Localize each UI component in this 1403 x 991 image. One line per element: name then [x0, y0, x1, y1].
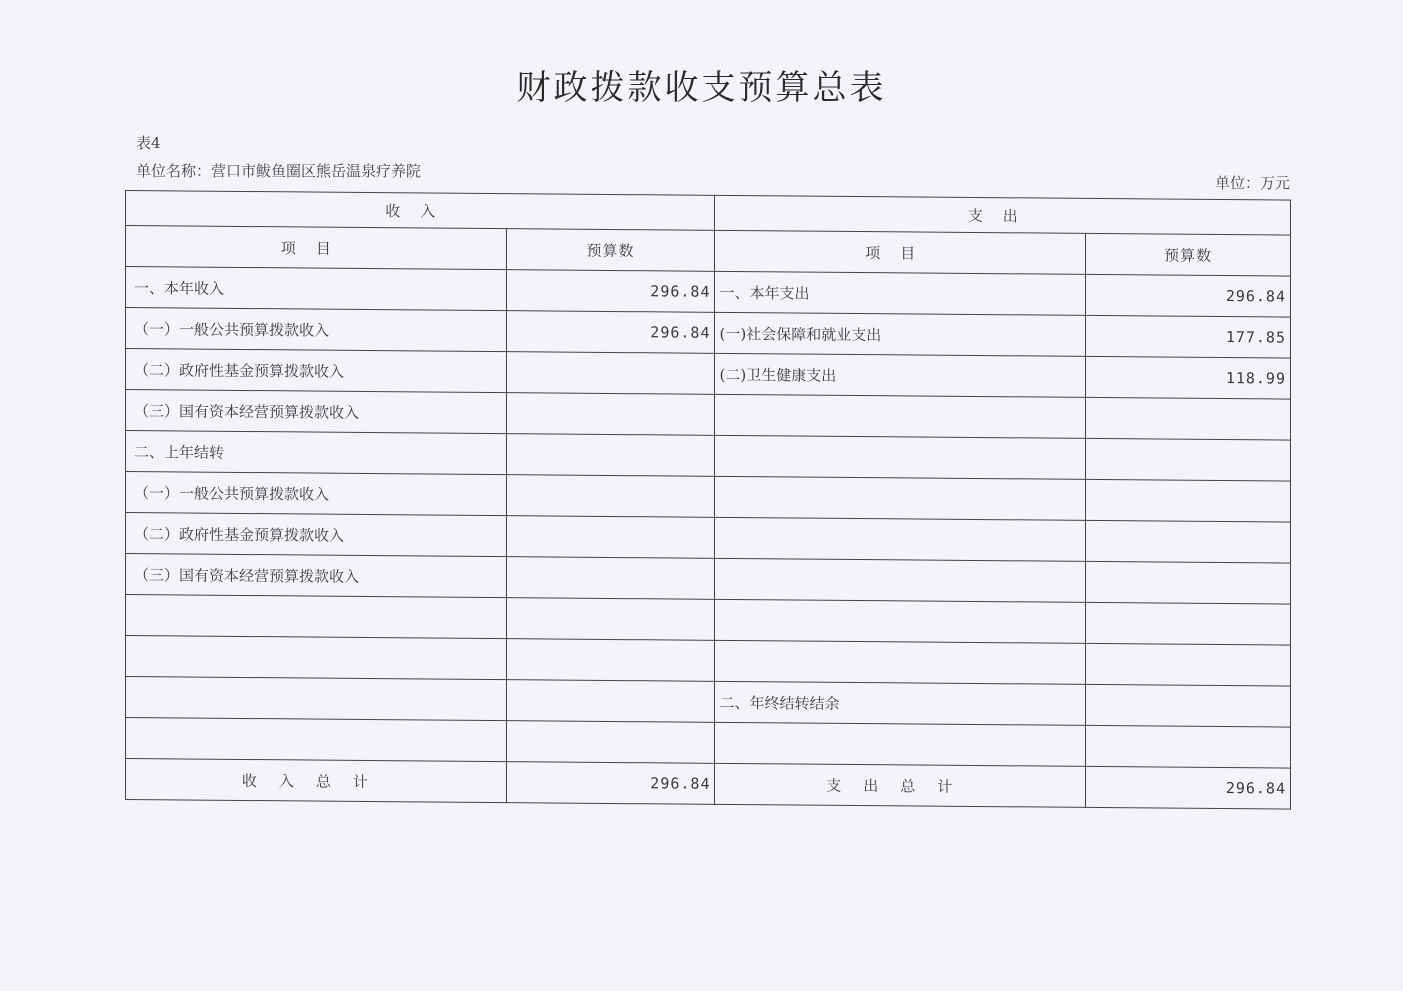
income-budget-header: 预算数	[506, 229, 715, 272]
expense-value-cell: 177.85	[1086, 315, 1291, 358]
expense-value-cell: 296.84	[1086, 274, 1291, 317]
income-total-value: 296.84	[506, 762, 715, 805]
expense-value-cell	[1086, 602, 1291, 645]
totals-row	[126, 759, 1291, 810]
expense-item-cell	[715, 517, 1086, 561]
income-item-cell: （二）政府性基金预算拨款收入	[126, 349, 507, 393]
income-item-header: 项目	[126, 226, 507, 270]
table-number: 表4	[136, 134, 161, 152]
expense-value-cell	[1086, 725, 1291, 768]
income-total-label: 收入总计	[126, 759, 507, 803]
expense-value-cell	[1086, 561, 1291, 604]
income-item-cell: 二、上年结转	[126, 431, 507, 475]
income-header: 收入	[126, 191, 715, 231]
income-value-cell	[506, 434, 715, 477]
expense-value-cell	[1086, 520, 1291, 563]
expense-item-cell	[715, 599, 1086, 643]
income-item-cell	[126, 677, 507, 721]
income-item-cell	[126, 595, 507, 639]
expense-item-cell	[715, 435, 1086, 479]
expense-value-cell	[1086, 643, 1291, 686]
income-value-cell: 296.84	[506, 311, 715, 354]
expense-value-cell	[1086, 397, 1291, 440]
expense-value-cell	[1086, 479, 1291, 522]
expense-item-cell: (一)社会保障和就业支出	[715, 312, 1086, 356]
income-value-cell	[506, 516, 715, 559]
expense-value-cell	[1086, 438, 1291, 481]
income-value-cell	[506, 639, 715, 682]
expense-item-cell	[715, 476, 1086, 520]
income-value-cell	[506, 680, 715, 723]
income-item-cell: （三）国有资本经营预算拨款收入	[126, 390, 507, 434]
expense-item-header: 项目	[715, 230, 1086, 274]
income-value-cell	[506, 393, 715, 436]
expense-item-cell	[715, 640, 1086, 684]
expense-item-cell: 一、本年支出	[715, 271, 1086, 315]
income-item-cell	[126, 636, 507, 680]
income-item-cell: （三）国有资本经营预算拨款收入	[126, 554, 507, 598]
expense-item-cell	[715, 722, 1086, 766]
expense-total-value: 296.84	[1086, 766, 1291, 809]
expense-item-cell	[715, 394, 1086, 438]
income-item-cell: （二）政府性基金预算拨款收入	[126, 513, 507, 557]
income-value-cell	[506, 598, 715, 641]
income-value-cell	[506, 557, 715, 600]
income-value-cell	[506, 352, 715, 395]
income-value-cell	[506, 475, 715, 518]
expense-value-cell: 118.99	[1086, 356, 1291, 399]
expense-budget-header: 预算数	[1086, 233, 1291, 276]
income-value-cell: 296.84	[506, 270, 715, 313]
currency-unit: 单位：万元	[1214, 174, 1290, 192]
table-body	[126, 267, 1291, 769]
expense-total-label: 支出总计	[715, 763, 1086, 807]
budget-table	[125, 190, 1291, 810]
income-item-cell	[126, 718, 507, 762]
income-item-cell: 一、本年收入	[126, 267, 507, 311]
income-item-cell: （一）一般公共预算拨款收入	[126, 308, 507, 352]
income-value-cell	[506, 721, 715, 764]
unit-name: 单位名称：营口市鲅鱼圈区熊岳温泉疗养院	[136, 162, 422, 180]
expense-value-cell	[1086, 684, 1291, 727]
income-item-cell: （一）一般公共预算拨款收入	[126, 472, 507, 516]
expense-item-cell	[715, 558, 1086, 602]
expense-header: 支出	[715, 195, 1291, 235]
expense-item-cell: (二)卫生健康支出	[715, 353, 1086, 397]
expense-item-cell: 二、年终结转结余	[715, 681, 1086, 725]
page-title: 财政拨款收支预算总表	[516, 68, 887, 108]
